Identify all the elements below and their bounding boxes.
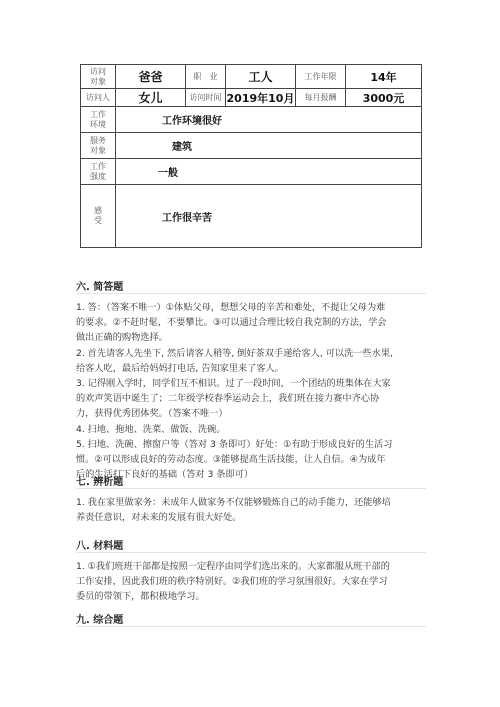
text-line: 力，获得优秀团体奖。（答案不唯一） (76, 408, 228, 420)
text-line: 委员的带领下，都积极地学习。 (76, 591, 205, 603)
text-line: 的要求。②不赶时髦，不要攀比。③可以通过合理比较自我克制的方法，学会 (76, 317, 387, 329)
analysis-text (76, 495, 426, 525)
visitor-value: 女儿 (116, 89, 186, 107)
table-row (81, 133, 422, 159)
section-title-comprehensive: 九. 综合题 (76, 615, 124, 626)
text-line: 2. 首先请客人先坐下, 然后请客人稍等, 倒好茶双手递给客人, 可以洗一些水果, (76, 347, 393, 359)
section-title-short-answer: 六. 简答题 (76, 282, 124, 293)
text-line: 惯。②可以形成良好的劳动态度。③能够提高生活技能，让人自信。④为成年 (76, 454, 386, 466)
feeling-label: 感 受 (81, 185, 116, 248)
section-divider (76, 626, 426, 627)
text-line: 做出正确的购物选择。 (76, 332, 168, 344)
env-label: 工作 环境 (81, 107, 116, 133)
service-value: 建筑 (172, 142, 192, 153)
time-value: 2019年10月 (226, 89, 296, 107)
text-line: 1. ①我们班班干部都是按照一定程序由同学们选出来的。大家都服从班干部的 (76, 561, 390, 572)
visitee-label: 访问 对象 (81, 65, 116, 89)
intensity-label: 工作 强度 (81, 159, 116, 185)
visitee-value: 爸爸 (116, 65, 186, 89)
years-value: 14年 (346, 65, 422, 89)
interview-table (80, 64, 422, 248)
visitor-label: 访问人 (81, 89, 116, 107)
feeling-value: 工作很辛苦 (162, 212, 212, 224)
material-text (76, 559, 426, 605)
intensity-value: 一般 (158, 168, 178, 179)
job-label: 职 业 (186, 65, 226, 89)
table-row (81, 65, 422, 89)
text-line: 4. 扫地、拖地、洗菜、做饭、洗碗。 (76, 423, 226, 435)
time-label: 访问时间 (186, 89, 226, 107)
table-row (81, 159, 422, 185)
job-value: 工人 (226, 65, 296, 89)
section-divider (76, 552, 426, 553)
table-row (81, 107, 422, 133)
table-row (81, 89, 422, 107)
salary-label: 每月报酬 (296, 89, 346, 107)
table-row (81, 185, 422, 248)
service-label: 服务 对象 (81, 133, 116, 159)
years-label: 工作年限 (296, 65, 346, 89)
text-line: 的欢声笑语中诞生了；二年级学校春季运动会上，我们班在接力赛中齐心协 (76, 393, 380, 405)
text-line: 3. 记得刚入学时，同学们互不相识。过了一段时间，一个团结的班集体在大家 (76, 378, 391, 390)
text-line: 养责任意识，对未来的发展有很大好处。 (76, 512, 242, 524)
text-line: 1. 答：（答案不唯一）①体贴父母，想想父母的辛苦和难处，不提让父母为难 (76, 302, 386, 313)
text-line: 后的生活打下良好的基础（答对 3 条即可） (76, 469, 254, 481)
salary-value: 3000元 (346, 89, 422, 107)
section-title-analysis: 七. 辨析题 (76, 477, 124, 488)
section-divider (76, 488, 426, 489)
section-divider (76, 293, 426, 294)
text-line: 工作安排，因此我们班的秩序特别好。②我们班的学习氛围很好。大家在学习 (76, 576, 388, 588)
text-line: 1. 我在家里做家务：未成年人做家务不仅能够锻炼自己的动手能力，还能够培 (76, 497, 391, 508)
section-title-material: 八. 材料题 (76, 541, 124, 552)
text-line: 5. 扫地、洗碗、擦窗户等（答对 3 条即可）好处：①有助于形成良好的生活习 (76, 438, 393, 450)
short-answer-text (76, 300, 426, 482)
env-value: 工作环境很好 (162, 116, 222, 127)
text-line: 给客人吃，最后给妈妈打电话, 告知家里来了客人。 (76, 362, 284, 374)
